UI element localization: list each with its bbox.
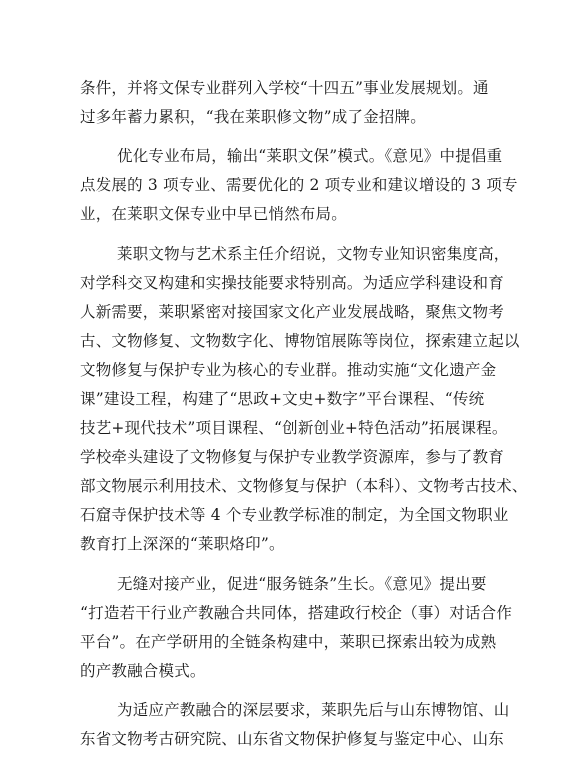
text-line: 古、文物修复、文物数字化、博物馆展陈等岗位，探索建立起以: [80, 332, 520, 350]
text-line: 人新需要，莱职紧密对接国家文化产业发展战略，聚焦文物考: [80, 303, 504, 321]
text-line: 过多年蓄力累积，“我在莱职修文物”成了金招牌。: [80, 108, 426, 126]
text-line: 课”建设工程，构建了“思政+文史+数字”平台课程、“传统: [80, 390, 485, 408]
text-line: 石窟寺保护技术等 4 个专业教学标准的制定，为全国文物职业: [80, 506, 509, 524]
text-line: 业，在莱职文保专业中早已悄然布局。: [80, 205, 347, 223]
paragraph-first-line: 优化专业布局，输出“莱职文保”模式。《意见》中提倡重: [117, 147, 503, 165]
paragraph-first-line: 莱职文物与艺术系主任介绍说，文物专业知识密集度高，: [117, 245, 510, 263]
text-line: 平台”。在产学研用的全链条构建中，莱职已探索出较为成熟: [80, 633, 497, 651]
text-line: 点发展的 3 项专业、需要优化的 2 项专业和建议增设的 3 项专: [80, 176, 518, 194]
paragraph-first-line: 无缝对接产业，促进“服务链条”生长。《意见》提出要: [117, 575, 487, 593]
text-line: 条件，并将文保专业群列入学校“十四五”事业发展规划。通: [80, 79, 489, 97]
text-line: 技艺+现代技术”项目课程、“创新创业+特色活动”拓展课程。: [80, 419, 508, 437]
text-line: “打造若干行业产教融合共同体，搭建政行校企（事）对话合作: [80, 604, 513, 622]
text-line: 的产教融合模式。: [80, 662, 206, 680]
text-line: 部文物展示利用技术、文物修复与保护（本科）、文物考古技术、: [80, 477, 528, 495]
text-line: 文物修复与保护专业为核心的专业群。推动实施“文化遗产金: [80, 361, 497, 379]
paragraph-first-line: 为适应产教融合的深层要求，莱职先后与山东博物馆、山: [117, 701, 510, 719]
text-line: 教育打上深深的“莱职烙印”。: [80, 535, 285, 553]
text-line: 学校牵头建设了文物修复与保护专业教学资源库，参与了教育: [80, 448, 504, 466]
text-line: 对学科交叉构建和实操技能要求特别高。为适应学科建设和育: [80, 274, 504, 292]
text-line: 东省文物考古研究院、山东省文物保护修复与鉴定中心、山东: [80, 730, 504, 748]
